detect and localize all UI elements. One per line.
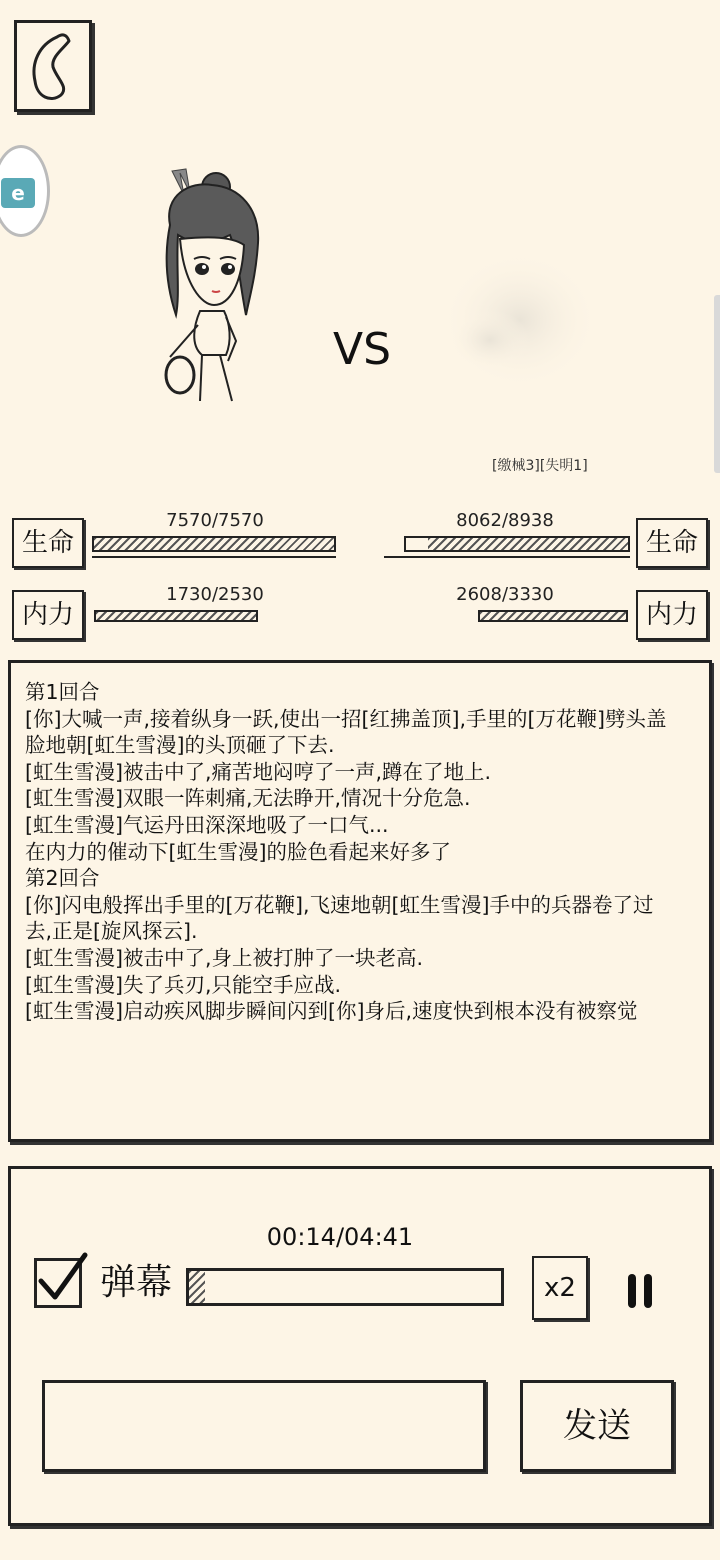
back-button[interactable] xyxy=(14,20,92,112)
log-line: [虹生雪漫]双眼一阵刺痛,无法睁开,情况十分危急. xyxy=(25,786,471,811)
log-line: [你]闪电般挥出手里的[万花鞭],飞速地朝[虹生雪漫]手中的兵器卷了过 xyxy=(25,892,654,917)
speed-button[interactable]: x2 xyxy=(532,1256,588,1320)
player-mp-label: 内力 xyxy=(12,590,84,640)
player-mp-fill xyxy=(94,610,258,622)
log-line: 去,正是[旋风探云]. xyxy=(25,919,198,944)
playback-time: 00:14/04:41 xyxy=(266,1223,414,1251)
enemy-mp-fill xyxy=(478,610,628,622)
log-line: 脸地朝[虹生雪漫]的头顶砸了下去. xyxy=(25,733,335,758)
battle-log[interactable] xyxy=(8,660,712,1142)
danmu-checkbox[interactable] xyxy=(34,1258,82,1308)
log-line: 在内力的催动下[虹生雪漫]的脸色看起来好多了 xyxy=(25,839,451,864)
enemy-silhouette xyxy=(430,230,600,400)
log-line: 第1回合 xyxy=(25,680,100,704)
playback-progress-bar[interactable] xyxy=(186,1268,504,1306)
log-line: [虹生雪漫]被击中了,痛苦地闷哼了一声,蹲在了地上. xyxy=(25,759,492,784)
replay-control-panel xyxy=(8,1166,712,1526)
back-arrow-icon xyxy=(17,23,89,109)
checkmark-icon xyxy=(33,1247,93,1307)
danmu-message-input[interactable] xyxy=(42,1380,486,1472)
enemy-hp-value: 8062/8938 xyxy=(456,510,554,531)
enemy-status-tags: [缴械3][失明1] xyxy=(492,458,588,474)
enemy-hp-label: 生命 xyxy=(636,518,708,568)
player-hp-value: 7570/7570 xyxy=(166,510,264,531)
player-mp-bar xyxy=(92,608,336,624)
enemy-mp-label: 内力 xyxy=(636,590,708,640)
log-line: [你]大喊一声,接着纵身一跃,使出一招[红拂盖顶],手里的[万花鞭]劈头盖 xyxy=(25,706,667,731)
player-hp-underline xyxy=(92,556,336,558)
player-hp-label: 生命 xyxy=(12,518,84,568)
danmu-label: 弹幕 xyxy=(100,1262,173,1303)
player-mp-value: 1730/2530 xyxy=(166,584,264,605)
log-line: [虹生雪漫]失了兵刃,只能空手应战. xyxy=(25,972,342,997)
log-line: [虹生雪漫]气运丹田深深地吸了一口气... xyxy=(25,812,389,837)
enemy-mp-value: 2608/3330 xyxy=(456,584,554,605)
log-line: 第2回合 xyxy=(25,866,100,891)
player-character xyxy=(150,165,270,405)
vs-label: VS xyxy=(332,324,392,375)
player-hp-fill xyxy=(94,538,334,550)
assistant-icon: e xyxy=(1,178,35,208)
floating-assistant-badge[interactable] xyxy=(0,145,50,237)
send-button[interactable]: 发送 xyxy=(520,1380,674,1472)
edge-scroll-handle[interactable] xyxy=(714,295,720,473)
enemy-hp-underline xyxy=(384,556,630,558)
enemy-hp-fill xyxy=(428,538,628,550)
playback-progress-fill xyxy=(189,1271,205,1303)
enemy-mp-bar xyxy=(434,608,630,624)
enemy-hp-bar xyxy=(404,536,630,552)
player-hp-bar xyxy=(92,536,336,552)
pause-icon-bar xyxy=(644,1274,652,1308)
log-line: [虹生雪漫]启动疾风脚步瞬间闪到[你]身后,速度快到根本没有被察觉 xyxy=(25,999,638,1024)
pause-button[interactable] xyxy=(624,1270,658,1314)
battle-log-lines xyxy=(25,679,697,1025)
log-line: [虹生雪漫]被击中了,身上被打肿了一块老高. xyxy=(25,945,424,970)
pause-icon xyxy=(628,1274,636,1308)
